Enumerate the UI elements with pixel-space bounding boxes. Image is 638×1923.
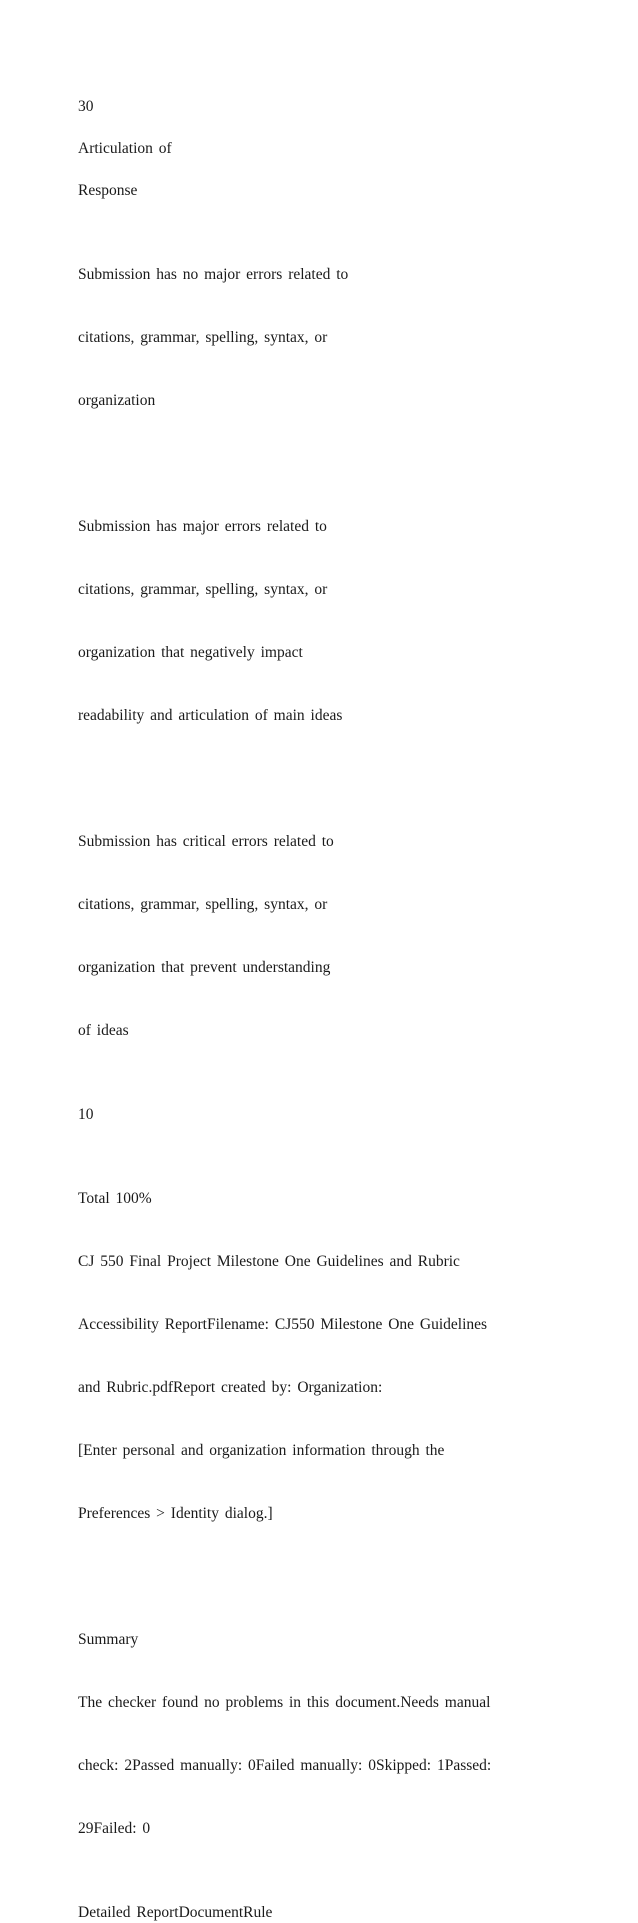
needs-improvement-line-2: citations, grammar, spelling, syntax, or: [78, 896, 328, 913]
summary-line-2: check: 2Passed manually: 0Failed manually: 0Skipped: 1Passed:: [78, 1757, 492, 1774]
needs-improvement-description: [78, 789, 578, 1083]
total-line: Total 100%: [78, 1190, 152, 1207]
needs-improvement-line-4: of ideas: [78, 1022, 129, 1039]
proficient-line-1: Submission has major errors related to: [78, 518, 327, 535]
detailed-report-heading: Detailed ReportDocumentRule: [78, 1904, 273, 1921]
criterion-title-line-2: Response: [78, 182, 138, 199]
criterion-title-line-1: Articulation of: [78, 140, 172, 157]
report-identity-line-1: [Enter personal and organization information through the: [78, 1442, 445, 1459]
proficient-line-2: citations, grammar, spelling, syntax, or: [78, 581, 328, 598]
proficient-line-3: organization that negatively impact: [78, 644, 303, 661]
summary-line-1: The checker found no problems in this document.Needs manual: [78, 1694, 491, 1711]
exemplary-line-2: citations, grammar, spelling, syntax, or: [78, 329, 328, 346]
exemplary-line-1: Submission has no major errors related to: [78, 266, 349, 283]
exemplary-description: [78, 222, 578, 453]
summary-line-3: 29Failed: 0: [78, 1820, 151, 1837]
needs-improvement-line-1: Submission has critical errors related to: [78, 833, 334, 850]
score-bottom: 10: [78, 1106, 94, 1123]
summary-section: [78, 1587, 578, 1881]
exemplary-line-3: organization: [78, 392, 156, 409]
report-title-line: CJ 550 Final Project Milestone One Guidelines and Rubric: [78, 1253, 460, 1270]
report-filename-line-1: Accessibility ReportFilename: CJ550 Milestone One Guidelines: [78, 1316, 488, 1333]
proficient-description: [78, 474, 578, 768]
score-top: 30: [78, 98, 94, 115]
needs-improvement-line-3: organization that prevent understanding: [78, 959, 331, 976]
report-identity-line-2: Preferences > Identity dialog.]: [78, 1505, 273, 1522]
report-filename-line-2: and Rubric.pdfReport created by: Organization:: [78, 1379, 383, 1396]
document-body: [78, 96, 578, 1923]
total-and-report-header: [78, 1146, 578, 1566]
proficient-line-4: readability and articulation of main ideas: [78, 707, 343, 724]
summary-heading: Summary: [78, 1631, 139, 1648]
